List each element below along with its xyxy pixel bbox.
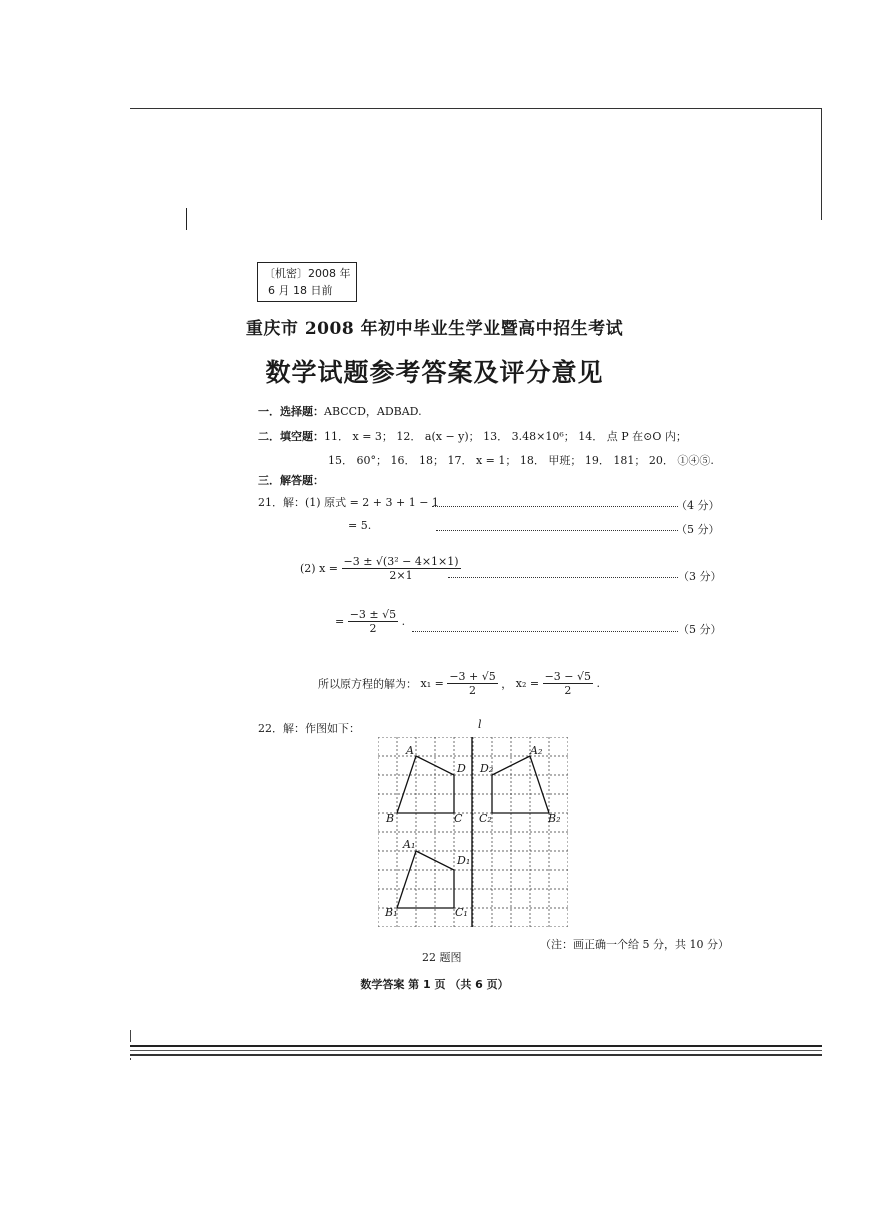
scan-border-bottom xyxy=(130,1042,822,1058)
q22-line1: 22．解：作图如下： xyxy=(258,722,360,735)
label-A1: A₁ xyxy=(403,838,416,851)
page-footer: 数学答案 第 1 页 （共 6 页） xyxy=(360,978,509,991)
scan-mark xyxy=(186,208,187,230)
label-B1: B₁ xyxy=(385,906,398,919)
exam-title: 重庆市 2008 年初中毕业生学业暨高中招生考试 xyxy=(245,319,624,339)
q21-line1: 21．解：(1) 原式 = 2 + 3 + 1 − 1 xyxy=(258,496,439,509)
shape-A1B1C1D1 xyxy=(397,851,454,908)
dot-leader xyxy=(436,523,678,531)
q21-x2-frac xyxy=(543,670,593,697)
scan-border-right xyxy=(821,108,822,220)
section-choice xyxy=(258,403,422,419)
label-B2: B₂ xyxy=(548,812,561,825)
stamp-line-1: 〔机密〕2008 年 xyxy=(264,267,351,280)
label-B: B xyxy=(386,812,395,825)
q21-formula-num: −3 ± √(3² − 4×1×1) xyxy=(343,555,459,568)
label-l: l xyxy=(478,718,482,731)
q22-grid-svg xyxy=(378,737,568,927)
shape-A2B2C2D2 xyxy=(492,756,549,813)
label-C2: C₂ xyxy=(479,812,492,825)
label-A: A xyxy=(406,744,414,757)
q21-score3: （3 分） xyxy=(678,570,722,583)
q21-formula xyxy=(342,555,461,582)
stamp-line-2: 6 月 18 日前 xyxy=(268,284,333,297)
q21-root-num: −3 ± √5 xyxy=(349,608,397,621)
q22-caption: 22 题图 xyxy=(422,951,462,964)
section-choice-label: 一．选择题： xyxy=(258,405,324,418)
section-choice-answers: ABCCD，ADBAD. xyxy=(324,405,422,418)
label-D2: D₂ xyxy=(480,762,494,775)
section-fill xyxy=(258,428,687,444)
q21-score2: （5 分） xyxy=(676,523,720,536)
dot-leader xyxy=(432,499,678,507)
q22-figure xyxy=(378,737,568,927)
document-title: 数学试题参考答案及评分意见 xyxy=(265,358,604,387)
q21-line4-end: . xyxy=(401,615,406,628)
q21-root-frac xyxy=(348,608,398,635)
label-D1: D₁ xyxy=(457,854,471,867)
confidential-stamp xyxy=(257,262,357,302)
q21-line5-end: . xyxy=(596,677,601,690)
q21-score1: （4 分） xyxy=(676,499,720,512)
scan-border-top xyxy=(130,108,822,109)
q22-note: （注：画正确一个给 5 分，共 10 分） xyxy=(540,938,729,951)
q21-x1-den: 2 xyxy=(469,684,477,697)
dot-leader xyxy=(412,624,678,632)
q21-sep: ， xyxy=(501,677,513,691)
q21-formula-den: 2×1 xyxy=(389,569,413,582)
section-fill-row2: 15． 60°； 16． 18； 17． x = 1； 18． 甲班； 19． 181； 20． ①④⑤. xyxy=(328,454,714,467)
label-C: C xyxy=(454,812,463,825)
label-A2: A₂ xyxy=(530,744,543,757)
q21-x1-num: −3 + √5 xyxy=(449,670,496,683)
q21-root-den: 2 xyxy=(369,622,377,635)
q21-line2: = 5. xyxy=(348,519,372,532)
q21-line3-lhs: (2) x = xyxy=(300,562,338,575)
q21-x2-num: −3 − √5 xyxy=(544,670,592,683)
label-D: D xyxy=(457,762,466,775)
q21-line3 xyxy=(300,555,461,582)
label-C1: C₁ xyxy=(455,906,468,919)
q21-line4-eq: = xyxy=(335,615,345,628)
dot-leader xyxy=(448,570,678,578)
section-fill-row1: 11． x = 3； 12． a(x − y)； 13． 3.48×10⁶； 14． 点 P 在⊙O 内； xyxy=(324,430,687,443)
q21-x1-lhs: x₁ = xyxy=(420,677,444,690)
q21-score4: （5 分） xyxy=(678,623,722,636)
q21-solution-label: 所以原方程的解为： xyxy=(318,677,417,691)
grid-lines xyxy=(378,737,568,927)
q21-line4 xyxy=(335,608,405,635)
q21-x2-den: 2 xyxy=(564,684,572,697)
q21-x2-lhs: x₂ = xyxy=(515,677,540,690)
q21-x1-frac xyxy=(447,670,497,697)
section-solve-label: 三．解答题： xyxy=(258,474,324,487)
section-fill-label: 二．填空题： xyxy=(258,430,324,443)
shape-ABCD xyxy=(397,756,454,813)
q21-line5 xyxy=(318,670,600,697)
